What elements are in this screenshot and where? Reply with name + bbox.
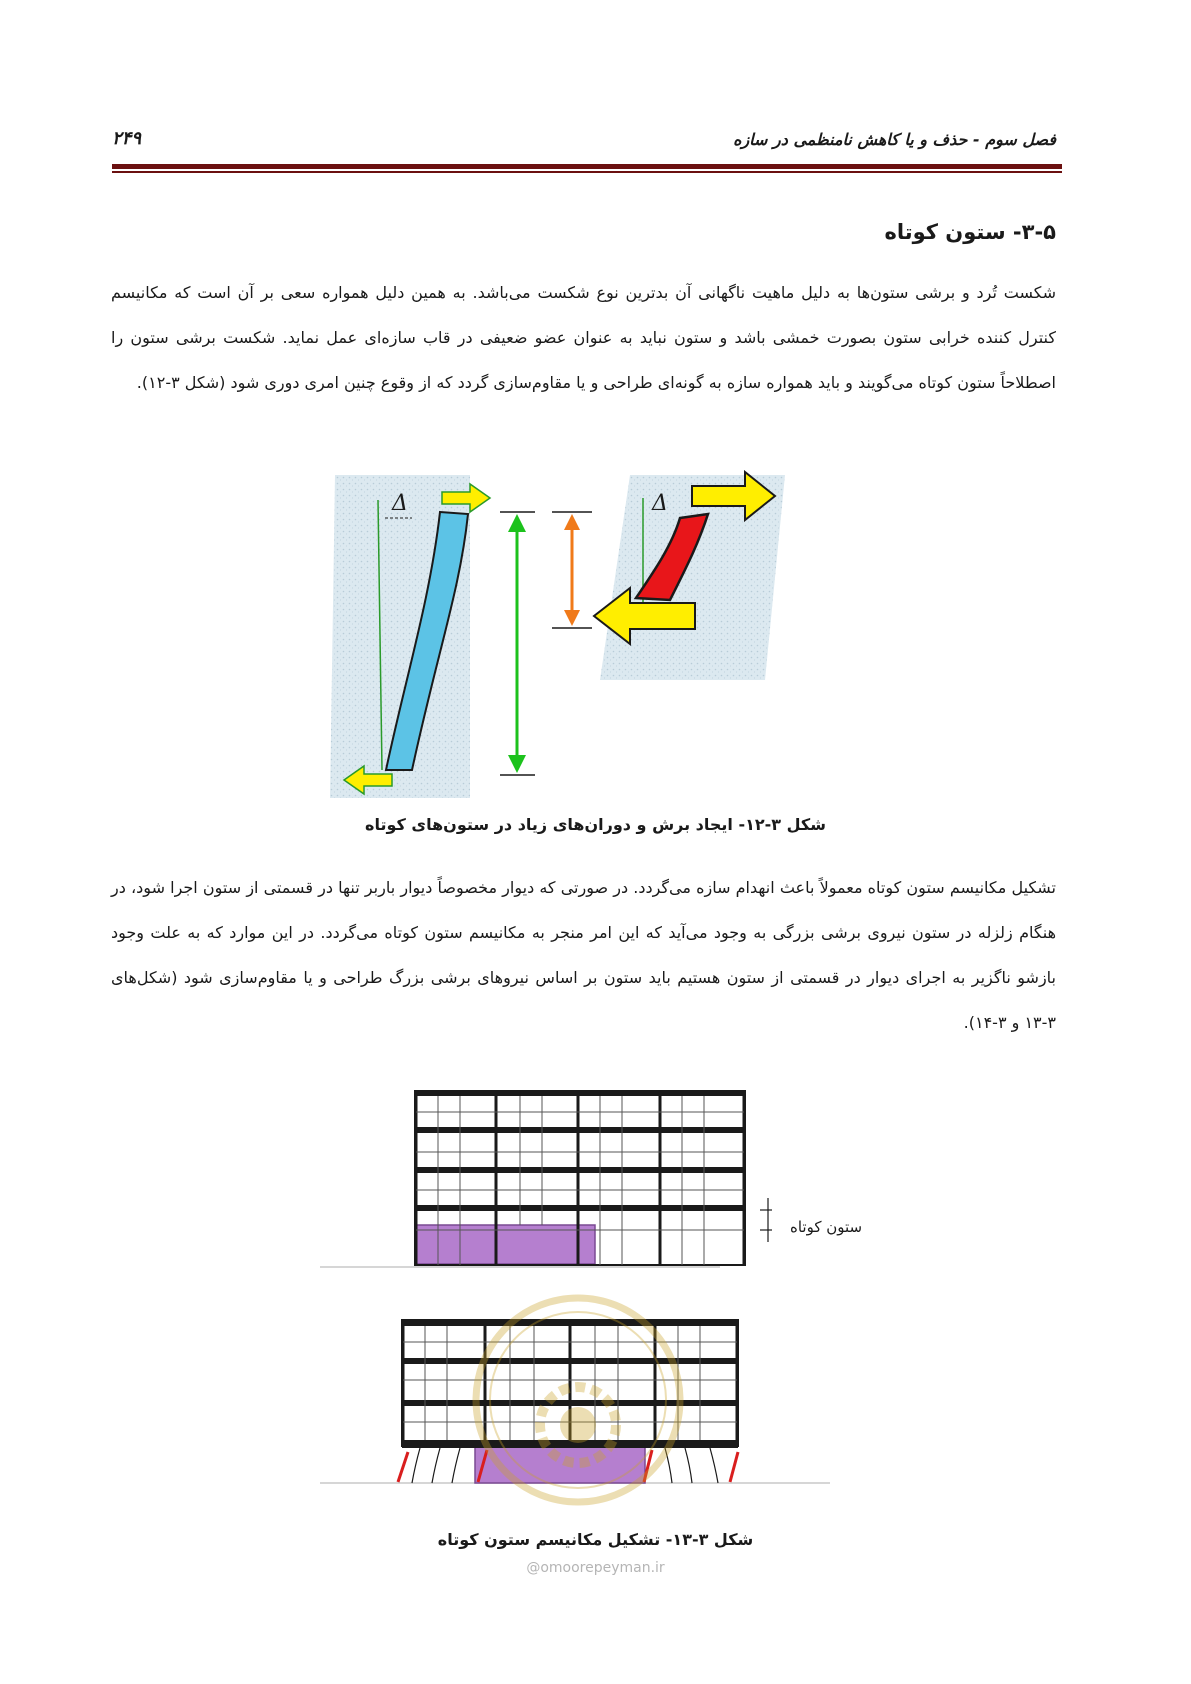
figure-13-caption: شکل ۳-۱۳- تشکیل مکانیسم ستون کوتاه: [437, 1530, 754, 1549]
building-short-column-mechanism: [320, 1320, 830, 1483]
paragraph-1: شکست تُرد و برشی ستون‌ها به دلیل ماهیت ناگهانی آن بدترین نوع شکست می‌باشد. به همین دلیل همواره سعی بر آن است که مکانیسم کنترل کننده خرابی ستون بصورت خمشی باشد و ستون نباید به عنوان عضو ضعیفی در قاب سازه‌ای عمل نماید. شکست برشی ستون را اصطلاحاً ستون کوتاه می‌گویند و باید همواره سازه به گونه‌ای طراحی و یا مقاوم‌سازی گردد که از وقوع چنین امری دوری شود (شکل ۳-۱۲).: [111, 283, 1056, 392]
figure-12-diagram: [330, 470, 850, 800]
short-dim-arrowhead-bottom: [564, 610, 580, 626]
figure-12-caption: شکل ۳-۱۲- ایجاد برش و دوران‌های زیاد در ستون‌های کوتاه: [365, 815, 826, 834]
watermark-url-text: omoorepeyman.ir: [540, 1560, 665, 1576]
header-rule-thick: [112, 164, 1062, 169]
crack-left: [398, 1452, 408, 1482]
figure-13-diagram: [320, 1090, 840, 1520]
page-number: ۲۴۹: [112, 128, 142, 149]
delta-symbol-short: Δ: [652, 491, 668, 516]
header-rule-thin: [112, 171, 1062, 173]
short-column-label: ستون کوتاه: [790, 1218, 863, 1236]
short-dim-arrowhead-top: [564, 514, 580, 530]
section-heading: ۳-۵- ستون کوتاه: [884, 220, 1056, 244]
watermark-at-icon: @: [526, 1560, 541, 1576]
watermark-url: [0, 1560, 1191, 1576]
building-with-short-column: [320, 1090, 745, 1267]
long-dim-arrowhead-bottom: [508, 755, 526, 773]
crack-right: [730, 1452, 738, 1482]
delta-symbol-long: Δ: [392, 491, 408, 516]
long-dim-arrowhead-top: [508, 514, 526, 532]
paragraph-2: تشکیل مکانیسم ستون کوتاه معمولاً باعث انهدام سازه می‌گردد. در صورتی که دیوار مخصوصاً دیوار باربر تنها در قسمتی از ستون اجرا شود، در هنگام زلزله در ستون نیروی برشی بزرگی به وجود می‌آید که این امر منجر به مکانیسم ستون کوتاه می‌گردد. در این موارد که به علت وجود بازشو ناگزیر به اجرای دیوار در قسمتی از ستون هستیم باید ستون بر اساس نیروهای برشی بزرگ طراحی و یا مقاوم‌سازی شود (شکل‌های ۳-۱۳ و ۳-۱۴).: [111, 878, 1056, 1032]
running-header-title: فصل سوم - حذف و یا کاهش نامنظمی در سازه: [733, 130, 1056, 149]
